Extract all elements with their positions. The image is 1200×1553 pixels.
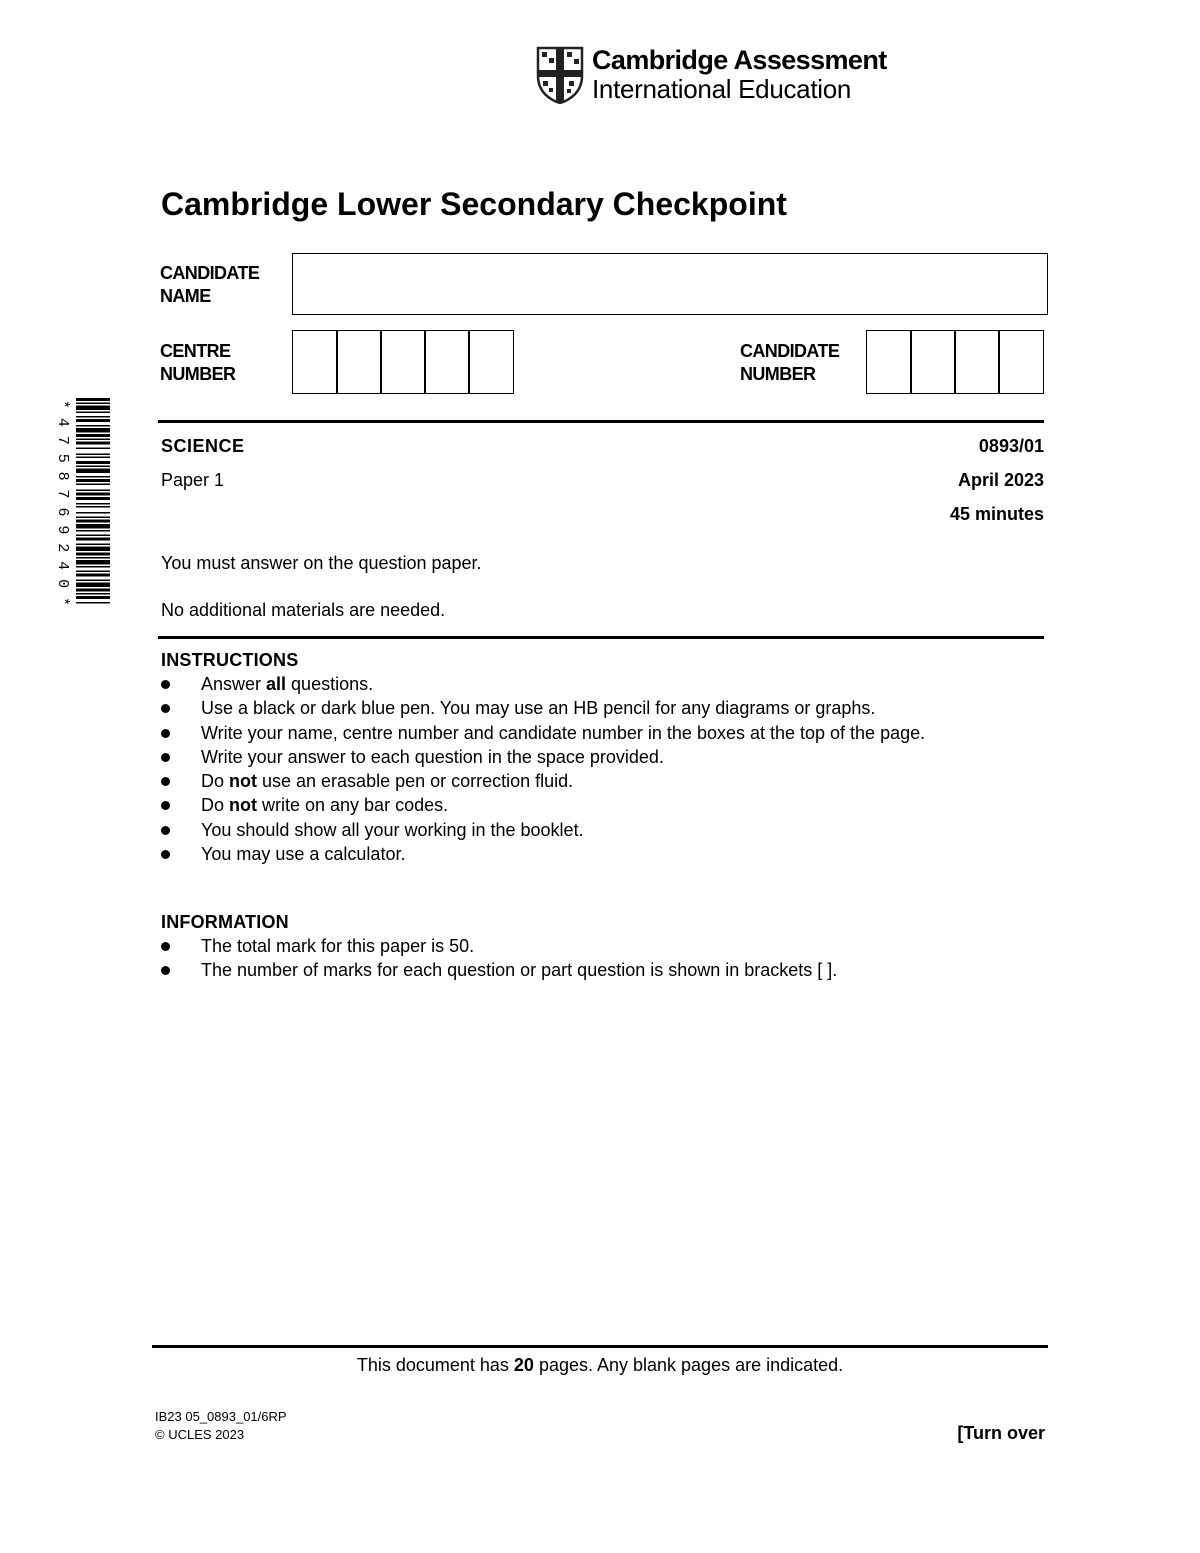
page-count-note: This document has 20 pages. Any blank pages are indicated. bbox=[356, 1355, 844, 1375]
barcode-bar bbox=[76, 560, 110, 565]
barcode-bar bbox=[76, 403, 110, 405]
barcode-bar bbox=[76, 434, 110, 437]
materials-note: No additional materials are needed. bbox=[161, 600, 446, 620]
instructions-list bbox=[161, 672, 925, 866]
centre-number-digit-box[interactable] bbox=[468, 330, 514, 394]
paper-number: Paper 1 bbox=[161, 470, 225, 490]
candidate-number-label: CANDIDATE NUMBER bbox=[740, 341, 840, 384]
barcode-bar bbox=[76, 416, 110, 418]
cambridge-crest-icon bbox=[536, 46, 584, 104]
bullet-icon bbox=[161, 680, 170, 689]
bullet-icon bbox=[161, 729, 170, 738]
barcode-bar bbox=[76, 484, 110, 486]
subject-name: SCIENCE bbox=[161, 436, 245, 456]
barcode-bar bbox=[76, 476, 110, 478]
barcode-bar bbox=[76, 538, 110, 541]
barcode-bar bbox=[76, 469, 110, 474]
barcode-bar bbox=[76, 553, 110, 556]
barcode-bar bbox=[76, 466, 110, 468]
barcode-bar bbox=[76, 493, 110, 496]
bullet-icon bbox=[161, 753, 170, 762]
bullet-icon bbox=[161, 704, 170, 713]
bullet-icon bbox=[161, 801, 170, 810]
barcode-bar bbox=[76, 454, 110, 456]
list-item: You may use a calculator. bbox=[161, 842, 925, 866]
barcode-bar bbox=[76, 589, 110, 592]
document-reference: IB23 05_0893_01/6RP © UCLES 2023 bbox=[155, 1409, 287, 1442]
centre-number-digit-box[interactable] bbox=[424, 330, 470, 394]
barcode-bar bbox=[76, 524, 110, 529]
barcode-bar bbox=[76, 580, 110, 582]
information-heading: INFORMATION bbox=[161, 912, 289, 932]
barcode-bar bbox=[76, 425, 110, 427]
turn-over: [Turn over bbox=[957, 1423, 1045, 1443]
logo-line-2: International Education bbox=[592, 74, 852, 104]
candidate-number-digit-box[interactable] bbox=[910, 330, 956, 394]
barcode-bar bbox=[76, 574, 110, 577]
list-item: Do not write on any bar codes. bbox=[161, 793, 925, 817]
answer-note: You must answer on the question paper. bbox=[161, 553, 482, 573]
centre-number-label: CENTRE NUMBER bbox=[160, 341, 236, 384]
barcode-bar bbox=[76, 547, 110, 552]
candidate-name-label: CANDIDATE NAME bbox=[160, 263, 260, 306]
barcode-digits bbox=[54, 398, 74, 608]
barcode-bar bbox=[76, 512, 110, 514]
barcode-bar bbox=[76, 398, 110, 401]
list-item: Do not use an erasable pen or correction fluid. bbox=[161, 769, 925, 793]
barcode-bar bbox=[76, 517, 110, 519]
barcode-bar bbox=[76, 602, 110, 604]
bullet-icon bbox=[161, 966, 170, 975]
barcode-bar bbox=[76, 448, 110, 450]
page-title: Cambridge Lower Secondary Checkpoint bbox=[161, 186, 787, 222]
logo bbox=[536, 46, 887, 104]
centre-number-digit-box[interactable] bbox=[292, 330, 338, 394]
instructions-heading: INSTRUCTIONS bbox=[161, 650, 299, 670]
barcode-bar bbox=[76, 442, 110, 445]
barcode-bar bbox=[76, 479, 110, 482]
bullet-icon bbox=[161, 942, 170, 951]
barcode-bar bbox=[76, 439, 110, 441]
list-item: Answer all questions. bbox=[161, 672, 925, 696]
barcode-bar bbox=[76, 596, 110, 599]
barcode-bar bbox=[76, 530, 110, 532]
candidate-number-digit-box[interactable] bbox=[998, 330, 1044, 394]
barcode-bar bbox=[76, 520, 110, 523]
syllabus-code: 0893/01 bbox=[978, 436, 1044, 456]
centre-number-digit-box[interactable] bbox=[336, 330, 382, 394]
bullet-icon bbox=[161, 850, 170, 859]
list-item: The number of marks for each question or part question is shown in brackets [ ]. bbox=[161, 958, 837, 982]
list-item: Write your name, centre number and candidate number in the boxes at the top of the page. bbox=[161, 721, 925, 745]
barcode-bars bbox=[76, 398, 112, 608]
candidate-number-boxes bbox=[866, 330, 1044, 394]
divider bbox=[158, 636, 1044, 639]
barcode-bar bbox=[76, 419, 110, 422]
footer-divider bbox=[152, 1345, 1048, 1348]
barcode-bar bbox=[76, 461, 110, 464]
candidate-number-digit-box[interactable] bbox=[954, 330, 1000, 394]
barcode-bar bbox=[76, 566, 110, 568]
centre-number-digit-box[interactable] bbox=[380, 330, 426, 394]
barcode-bar bbox=[76, 490, 110, 492]
barcode-bar bbox=[76, 406, 110, 411]
candidate-name-box[interactable] bbox=[292, 253, 1048, 315]
barcode-bar bbox=[76, 457, 110, 459]
divider bbox=[158, 420, 1044, 423]
barcode-bar bbox=[76, 593, 110, 595]
barcode-bar bbox=[76, 544, 110, 546]
barcode-bar bbox=[76, 506, 110, 508]
bullet-icon bbox=[161, 777, 170, 786]
barcode-bar bbox=[76, 557, 110, 559]
list-item: The total mark for this paper is 50. bbox=[161, 934, 837, 958]
exam-duration: 45 minutes bbox=[949, 504, 1044, 524]
bullet-icon bbox=[161, 826, 170, 835]
barcode-bar bbox=[76, 497, 110, 500]
logo-line-1: Cambridge Assessment bbox=[592, 45, 887, 75]
barcode-bar bbox=[76, 412, 110, 414]
barcode-bar bbox=[76, 503, 110, 505]
barcode-bar bbox=[76, 583, 110, 588]
centre-number-boxes bbox=[292, 330, 514, 394]
candidate-number-digit-box[interactable] bbox=[866, 330, 912, 394]
barcode-bar bbox=[76, 571, 110, 573]
copyright: © UCLES 2023 bbox=[155, 1427, 245, 1442]
svg-text:*4758769240*: *4758769240* bbox=[54, 400, 71, 606]
list-item: Write your answer to each question in the space provided. bbox=[161, 745, 925, 769]
information-list bbox=[161, 934, 837, 983]
barcode-bar bbox=[76, 428, 110, 433]
exam-session: April 2023 bbox=[957, 470, 1044, 490]
barcode-bar bbox=[76, 535, 110, 537]
list-item: Use a black or dark blue pen. You may use an HB pencil for any diagrams or graphs. bbox=[161, 696, 925, 720]
list-item: You should show all your working in the booklet. bbox=[161, 818, 925, 842]
